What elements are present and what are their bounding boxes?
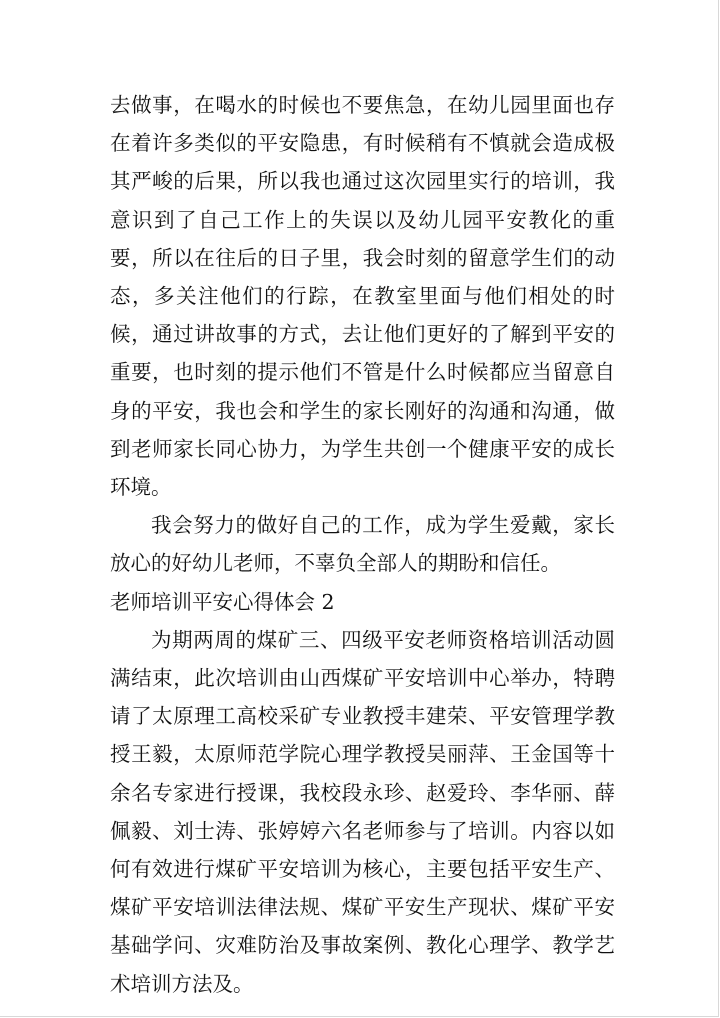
document-body	[110, 86, 615, 1003]
continuation-paragraph: 去做事，在喝水的时候也不要焦急，在幼儿园里面也存在着许多类似的平安隐患，有时候稍有不慎就会造成极其严峻的后果，所以我也通过这次园里实行的培训，我意识到了自己工作上的失误以及幼儿园平安教化的重要，所以在往后的日子里，我会时刻的留意学生们的动态，多关注他们的行踪，在教室里面与他们相处的时候，通过讲故事的方式，去让他们更好的了解到平安的重要，也时刻的提示他们不管是什么时候都应当留意自身的平安，我也会和学生的家长刚好的沟通和沟通，做到老师家长同心协力，为学生共创一个健康平安的成长环境。	[110, 93, 615, 500]
section-heading: 老师培训平安心得体会 2	[110, 589, 335, 614]
closing-paragraph: 我会努力的做好自己的工作，成为学生爱戴，家长放心的好幼儿老师，不辜负全部人的期盼和信任。	[110, 513, 615, 576]
training-paragraph: 为期两周的煤矿三、四级平安老师资格培训活动圆满结束，此次培训由山西煤矿平安培训中心举办，特聘请了太原理工高校采矿专业教授丰建荣、平安管理学教授王毅，太原师范学院心理学教授吴丽萍、王金国等十余名专家进行授课，我校段永珍、赵爱玲、李华丽、薛佩毅、刘士涛、张婷婷六名老师参与了培训。内容以如何有效进行煤矿平安培训为核心，主要包括平安生产、煤矿平安培训法律法规、煤矿平安生产现状、煤矿平安基础学问、灾难防治及事故案例、教化心理学、教学艺术培训方法及。	[110, 627, 615, 996]
